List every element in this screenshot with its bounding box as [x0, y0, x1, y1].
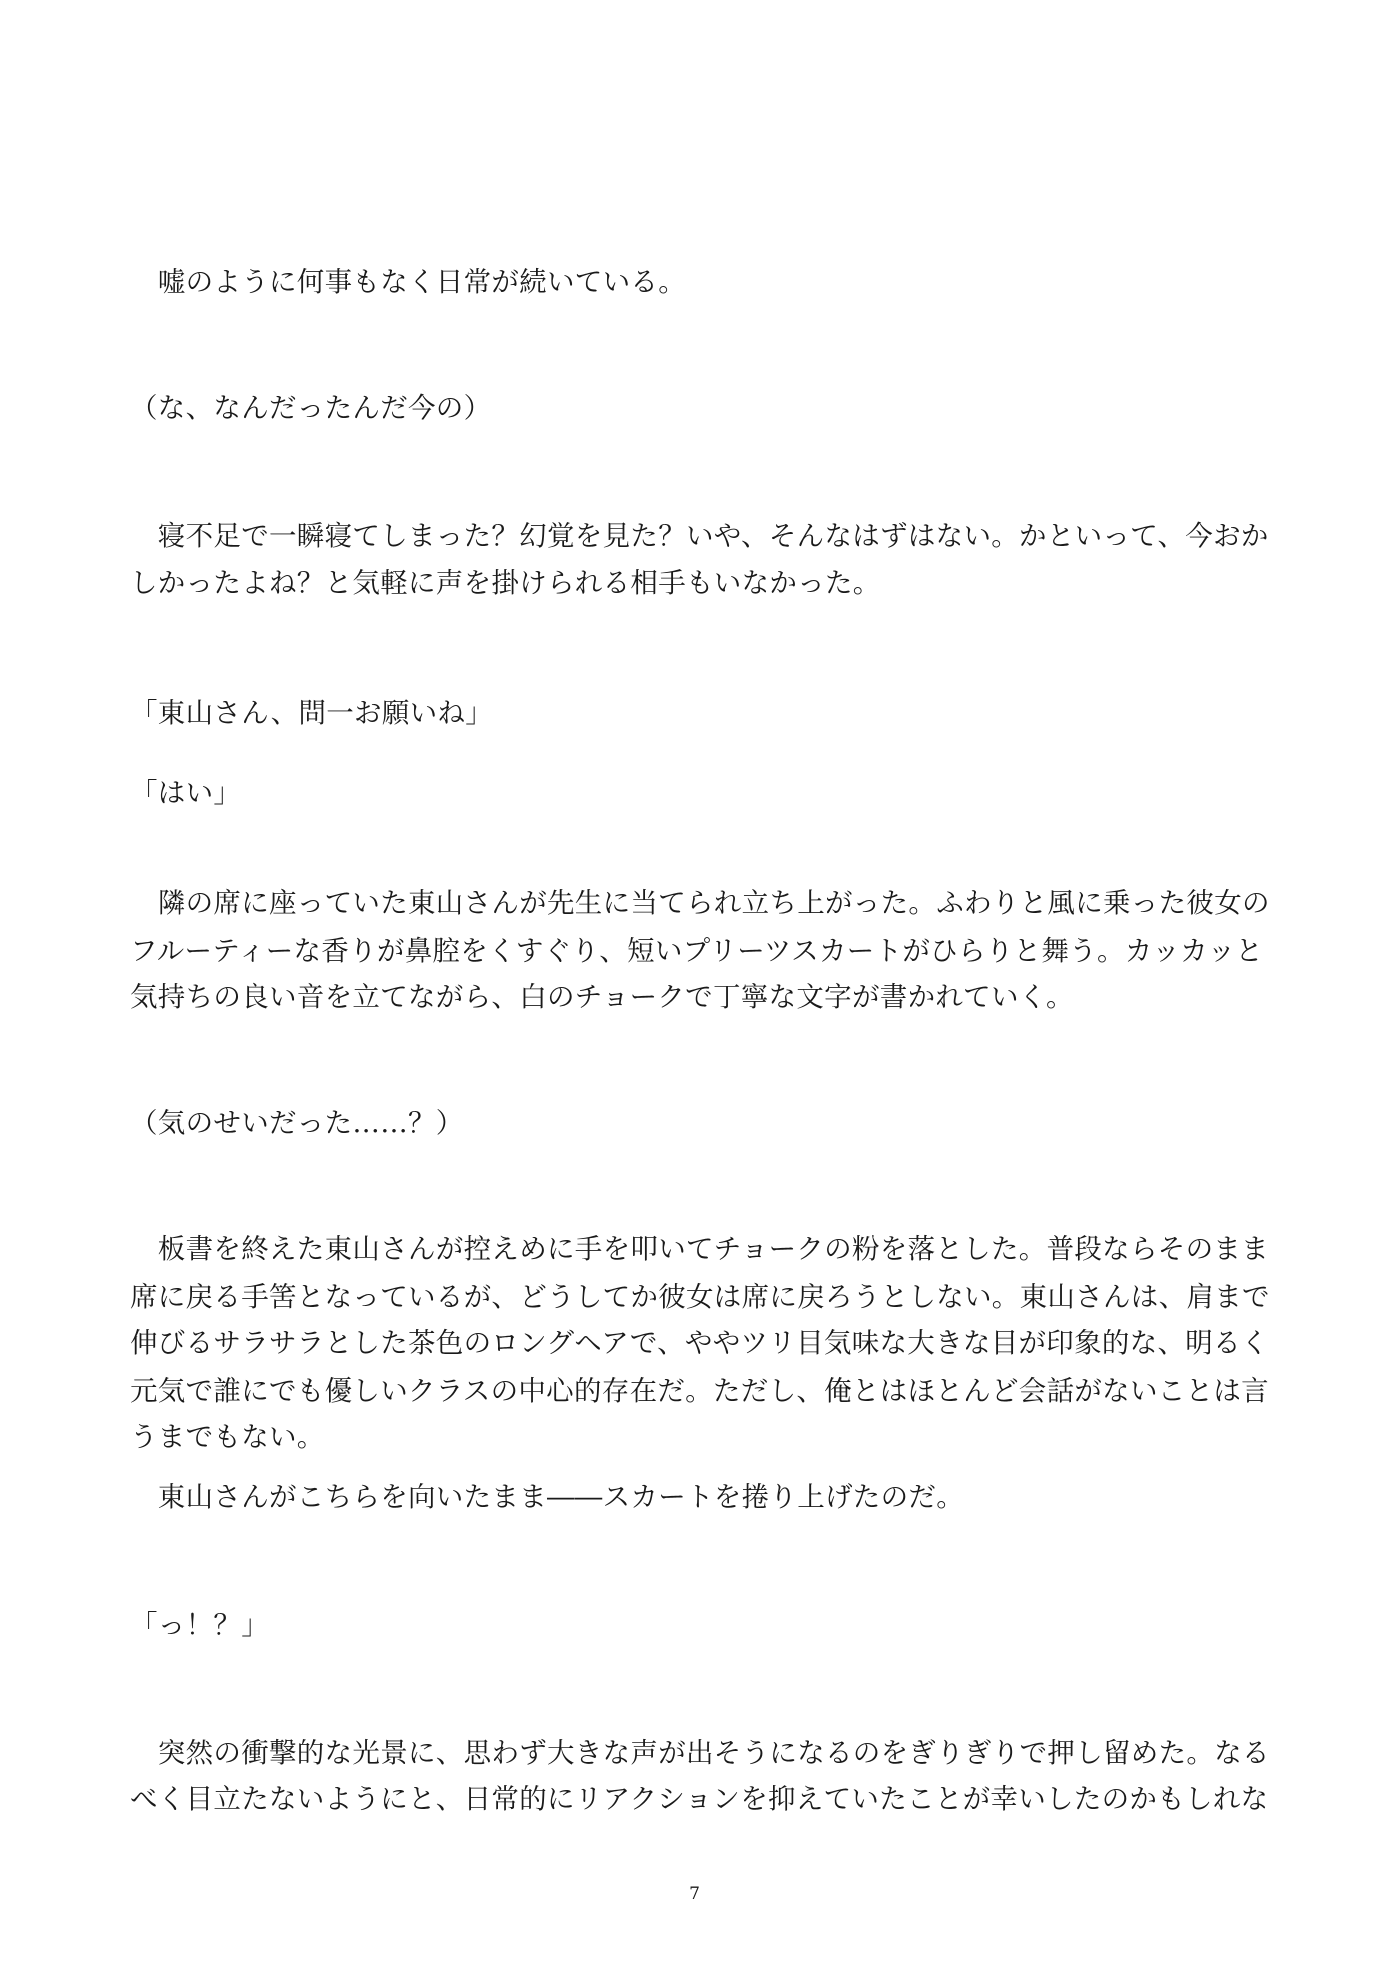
- text-line: うまでもない。: [130, 1420, 325, 1453]
- text-line: （気のせいだった……？）: [130, 1106, 464, 1139]
- text-line: 隣の席に座っていた東山さんが先生に当てられ立ち上がった。ふわりと風に乗った彼女の: [130, 886, 1270, 919]
- text-line: 突然の衝撃的な光景に、思わず大きな声が出そうになるのをぎりぎりで押し留めた。なる: [130, 1736, 1270, 1769]
- text-line: 「っ！？」: [130, 1608, 269, 1641]
- text-line: 伸びるサラサラとした茶色のロングヘアで、ややツリ目気味な大きな目が印象的な、明るく: [130, 1326, 1269, 1359]
- text-line: 「東山さん、問一お願いね」: [130, 696, 494, 729]
- text-line: 寝不足で一瞬寝てしまった？幻覚を見た？いや、そんなはずはない。かといって、今おか: [130, 519, 1269, 552]
- page-number: 7: [689, 1884, 700, 1904]
- text-line: べく目立たないようにと、日常的にリアクションを抑えていたことが幸いしたのかもしれな: [130, 1782, 1269, 1815]
- text-line: 嘘のように何事もなく日常が続いている。: [130, 265, 686, 298]
- text-line: しかったよね？と気軽に声を掛けられる相手もいなかった。: [130, 566, 881, 599]
- text-line: フルーティーな香りが鼻腔をくすぐり、短いプリーツスカートがひらりと舞う。カッカッと: [130, 934, 1264, 967]
- text-line: 席に戻る手筈となっているが、どうしてか彼女は席に戻ろうとしない。東山さんは、肩まで: [130, 1280, 1270, 1313]
- text-line: 気持ちの良い音を立てながら、白のチョークで丁寧な文字が書かれていく。: [130, 980, 1074, 1013]
- text-line: 元気で誰にでも優しいクラスの中心的存在だ。ただし、俺とはほとんど会話がないことは言: [130, 1374, 1269, 1407]
- text-line: 「はい」: [130, 776, 242, 809]
- text-line: 板書を終えた東山さんが控えめに手を叩いてチョークの粉を落とした。普段ならそのまま: [130, 1232, 1269, 1265]
- text-line: 東山さんがこちらを向いたまま――スカートを捲り上げたのだ。: [130, 1480, 964, 1513]
- text-line: （な、なんだったんだ今の）: [130, 391, 492, 424]
